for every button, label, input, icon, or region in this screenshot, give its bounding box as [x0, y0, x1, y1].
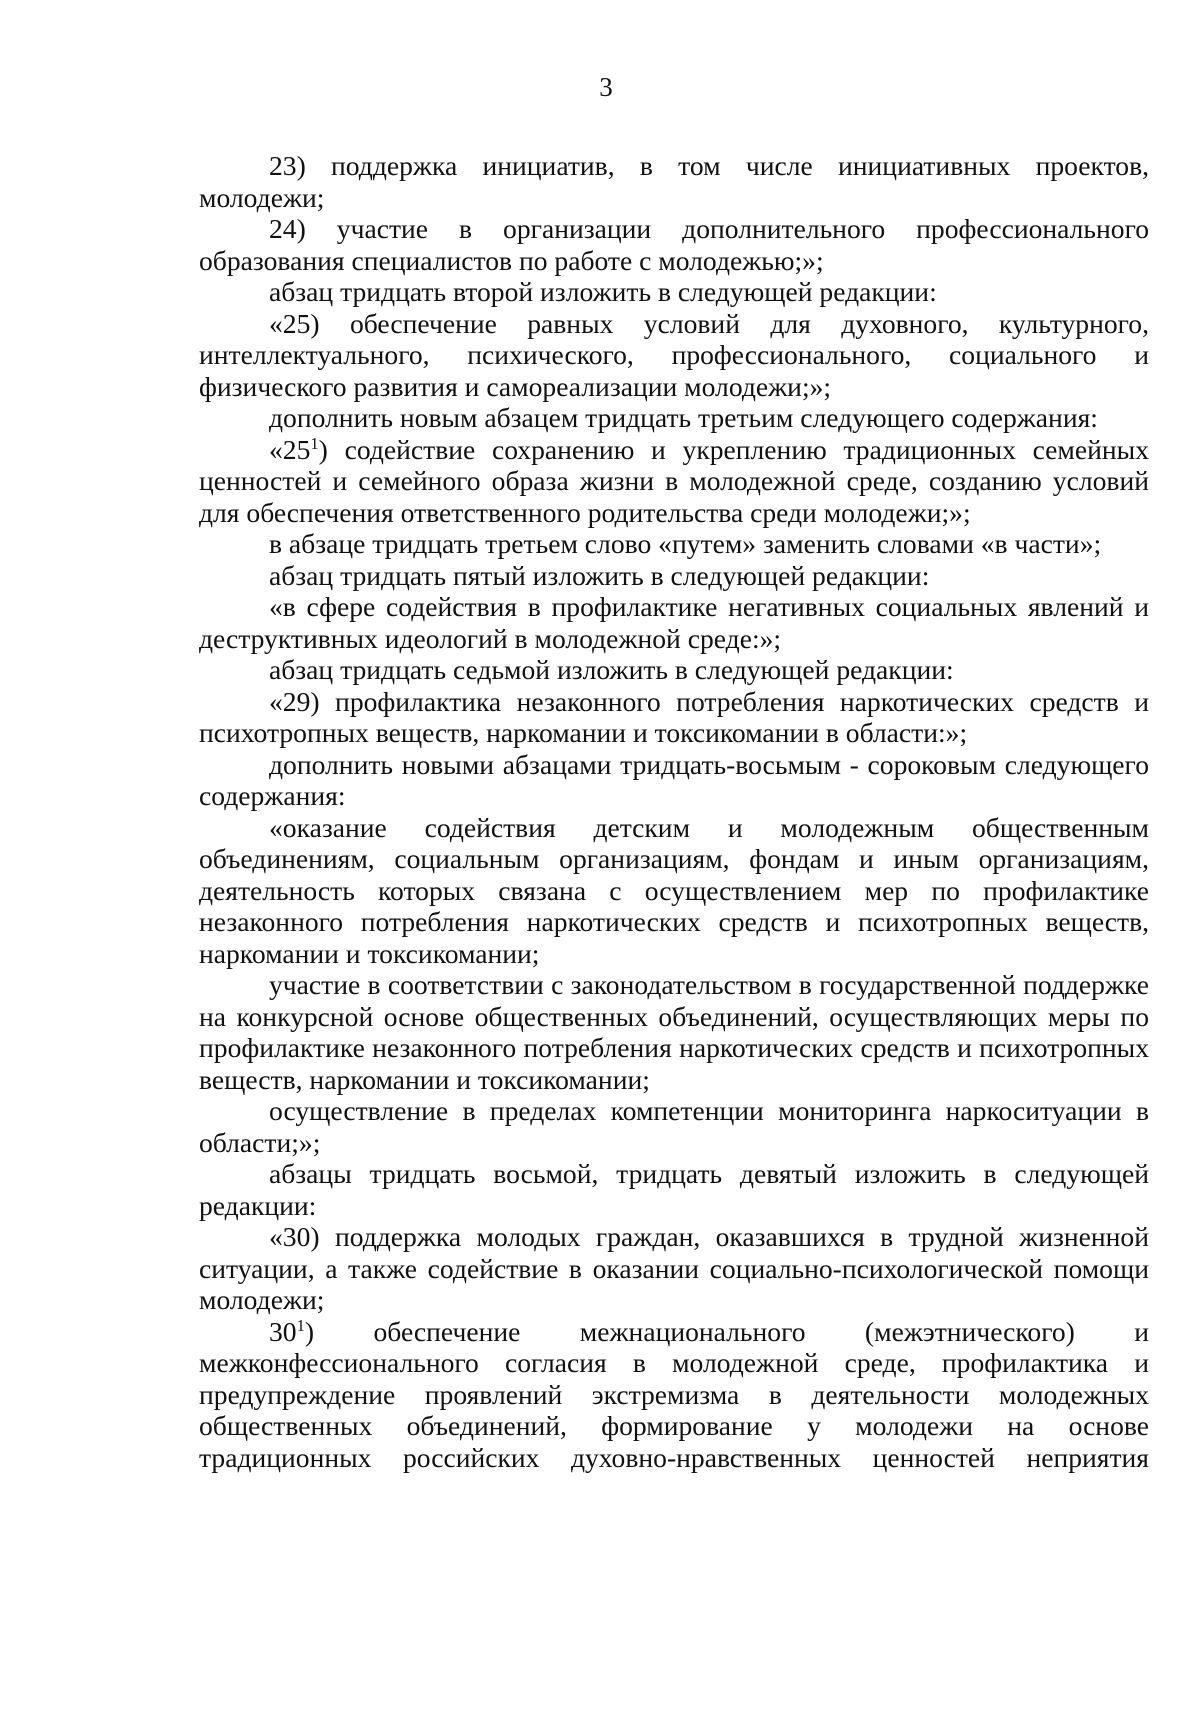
paragraph-assistance: «оказание содействия детским и молодежным общественным объединениям, социальным организациям, фондам и иным организациям, деятельность которых связана с осуществлением мер по профилактике незаконного потребления наркотических средств и психотропных веществ, наркомании и токсикомании; [199, 811, 1149, 969]
paragraph-amendment-33-add: дополнить новым абзацем тридцать третьим следующего содержания: [269, 402, 1098, 433]
paragraph-amendment-38-39: абзацы тридцать восьмой, тридцать девятый изложить в следующей редакции: [199, 1158, 1149, 1221]
page-number: 3 [599, 72, 613, 102]
paragraph-amendment-37: абзац тридцать седьмой изложить в следующей редакции: [269, 654, 954, 685]
item-superscript: 1 [310, 433, 319, 453]
document-body [199, 150, 1149, 1473]
paragraph-amendment-35: абзац тридцать пятый изложить в следующей редакции: [269, 559, 930, 591]
paragraph-state-support: участие в соответствии с законодательством в государственной поддержке на конкурсной основе общественных объединений, осуществляющих меры по профилактике незаконного потребления наркотических средств и психотропных веществ, наркомании и токсикомании; [199, 969, 1149, 1095]
paragraph-item-29: «29) профилактика незаконного потребления наркотических средств и психотропных веществ, наркомании и токсикомании в области:»; [199, 685, 1149, 748]
paragraph-item-24: 24) участие в организации дополнительного профессионального образования специалистов по работе с молодежью;»; [199, 213, 1149, 276]
paragraph-amendment-32: абзац тридцать второй изложить в следующей редакции: [269, 276, 937, 307]
item-number: 30 [269, 1315, 297, 1347]
paragraph-item-30: «30) поддержка молодых граждан, оказавшихся в трудной жизненной ситуации, а также содействие в оказании социально-психологической помощи молодежи; [199, 1221, 1149, 1315]
paragraph-item-23: 23) поддержка инициатив, в том числе инициативных проектов, молодежи; [199, 150, 1149, 213]
item-superscript: 1 [296, 1315, 305, 1335]
paragraph-monitoring: осуществление в пределах компетенции мониторинга наркоситуации в области;»; [199, 1095, 1149, 1158]
item-number: «25 [269, 433, 311, 465]
paragraph-item-25: «25) обеспечение равных условий для духовного, культурного, интеллектуального, психического, профессионального, социального и физического развития и самореализации молодежи;»; [199, 307, 1149, 402]
paragraph-item-30-1 [199, 1316, 1149, 1474]
item-text: ) обеспечение межнационального (межэтнического) и межконфессионального согласия в молодежной среде, профилактика и предупреждение проявлений экстремизма в деятельности молодежных общественных объединений, формирование у молодежи на основе традиционных российских духовно-нравственных ценностей неприятия [199, 1315, 1149, 1473]
paragraph-amendment-38-40-add: дополнить новыми абзацами тридцать-восьмым - сороковым следующего содержания: [199, 748, 1149, 811]
paragraph-item-25-1 [199, 434, 1149, 529]
item-text: ) содействие сохранению и укреплению традиционных семейных ценностей и семейного образа жизни в молодежной среде, созданию условий для обеспечения ответственного родительства среди молодежи;»; [199, 433, 1149, 528]
paragraph-prevention-sphere: «в сфере содействия в профилактике негативных социальных явлений и деструктивных идеологий в молодежной среде:»; [199, 591, 1149, 654]
paragraph-amendment-33-replace: в абзаце тридцать третьем слово «путем» заменить словами «в части»; [269, 528, 1102, 559]
